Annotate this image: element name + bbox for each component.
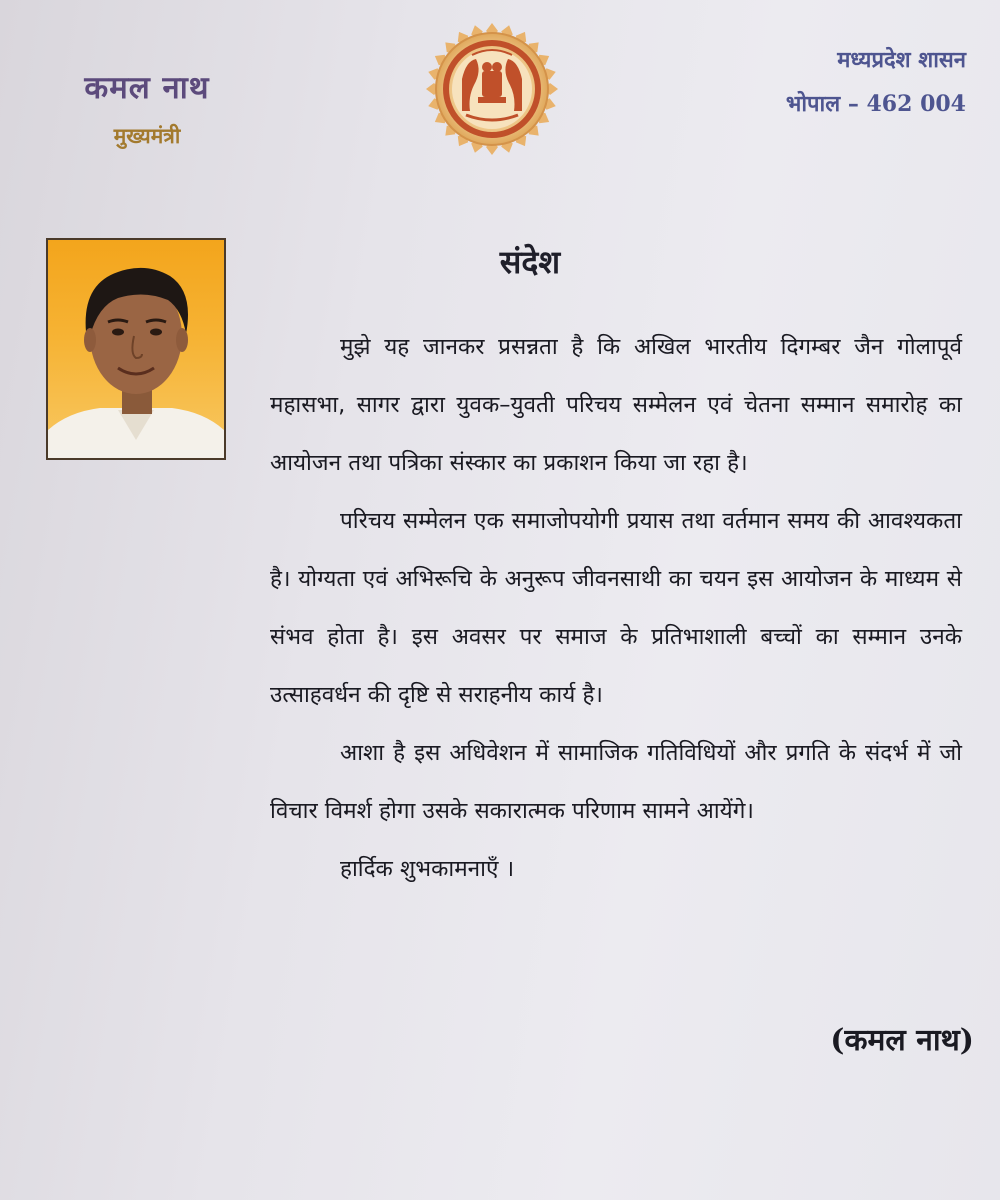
office-address bbox=[786, 44, 966, 118]
portrait-photo bbox=[46, 238, 226, 460]
sender-name: कमल नाथ bbox=[84, 70, 210, 106]
signature-name: (कमल नाथ) bbox=[830, 1023, 974, 1058]
sender-block bbox=[52, 66, 242, 150]
letter-heading: संदेश bbox=[499, 243, 561, 281]
sender-title: मुख्यमंत्री bbox=[113, 123, 181, 148]
body-paragraph-2: परिचय सम्मेलन एक समाजोपयोगी प्रयास तथा वर्तमान समय की आवश्यकता है। योग्यता एवं अभिरूचि के अनुरूप जीवनसाथी का चयन इस आयोजन के माध्यम से संभव होता है। इस अवसर पर समाज के प्रतिभाशाली बच्चों का सम्मान उनके उत्साहवर्धन की दृष्टि से सराहनीय कार्य है। bbox=[270, 508, 962, 708]
office-city-pin: भोपाल – 462 004 bbox=[785, 91, 966, 117]
office-state: मध्यप्रदेश शासन bbox=[837, 47, 966, 73]
body-paragraph-1: मुझे यह जानकर प्रसन्नता है कि अखिल भारतीय दिगम्बर जैन गोलापूर्व महासभा, सागर द्वारा युवक–युवती परिचय सम्मेलन एवं चेतना सम्मान समारोह का आयोजन तथा पत्रिका संस्कार का प्रकाशन किया जा रहा है। bbox=[270, 334, 962, 476]
portrait-image bbox=[48, 240, 224, 458]
body-paragraph-3: आशा है इस अधिवेशन में सामाजिक गतिविधियों और प्रगति के संदर्भ में जो विचार विमर्श होगा उसके सकारात्मक परिणाम सामने आयेंगे। bbox=[270, 740, 962, 824]
madhya-pradesh-emblem-icon bbox=[425, 22, 559, 156]
greeting-line: हार्दिक शुभकामनाएँ । bbox=[340, 856, 515, 882]
letter-body bbox=[270, 318, 962, 898]
